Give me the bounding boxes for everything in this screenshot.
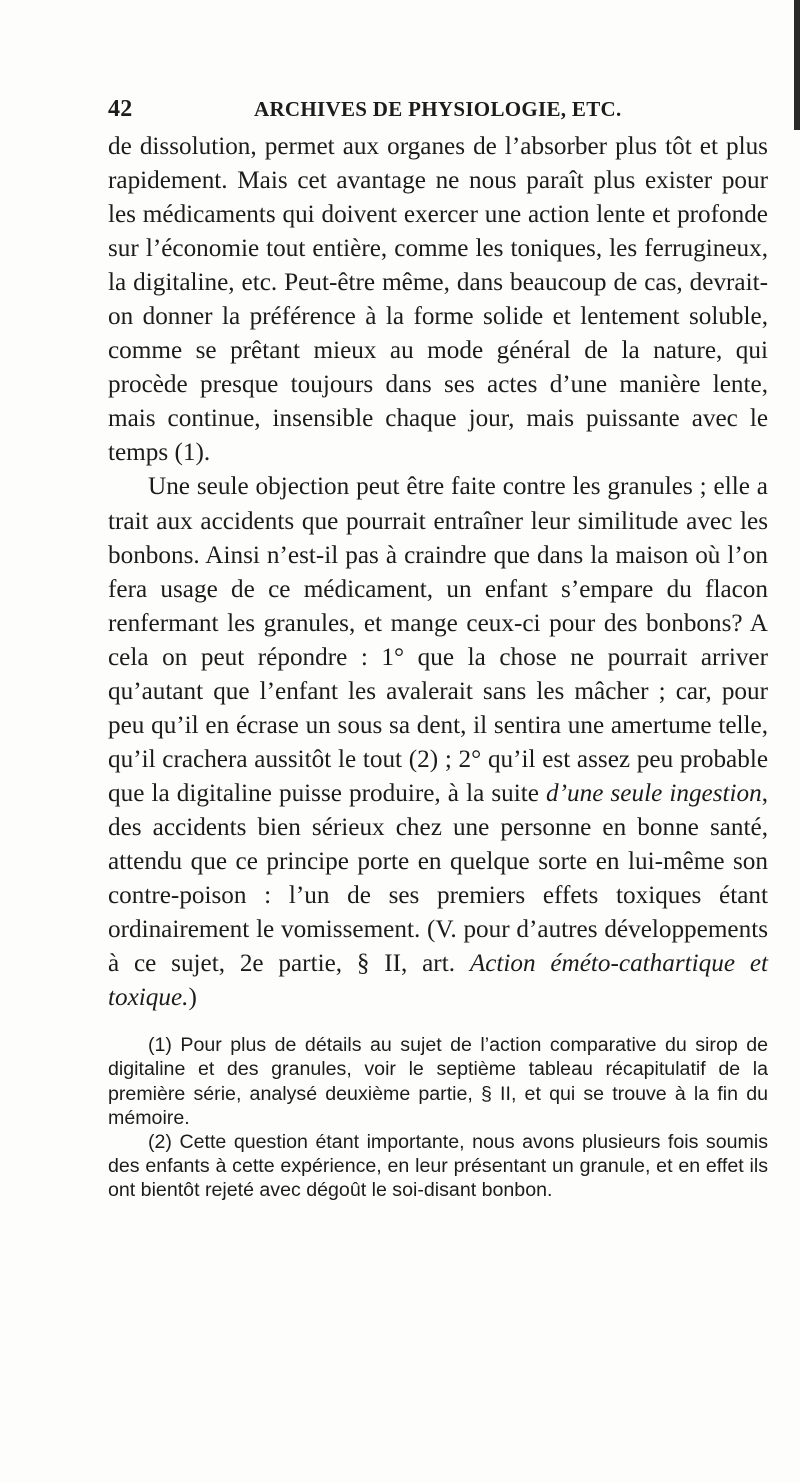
paragraph-2 bbox=[108, 470, 768, 1015]
paragraph-2-italic-1: d’une seule ingestion bbox=[546, 779, 762, 807]
page-number: 42 bbox=[108, 96, 133, 122]
footnote-2: (2) Cette question étant importante, nous avons plusieurs fois soumis des enfants à cette expérience, en leur présentant un granule, et en effet ils ont bientôt rejeté avec dégoût le soi-disant bonbon. bbox=[108, 1131, 768, 1202]
footnote-1: (1) Pour plus de détails au sujet de l’action comparative du sirop de digitaline et des granules, voir le septième tableau récapitulatif de la première série, analysé deuxième partie, § II, et qui se trouve à la fin du mémoire. bbox=[108, 1034, 768, 1129]
running-head bbox=[108, 96, 768, 130]
book-page bbox=[108, 96, 768, 1203]
paragraph-2-text-c: ) bbox=[188, 984, 197, 1012]
paragraph-2-text-a: Une seule objection peut être faite contre les granules ; elle a trait aux accidents que pourrait entraîner leur similitude avec les bonbons. Ainsi n’est-il pas à craindre que dans la maison où l’on fera usage de ce médicament, un enfant s’empare du flacon renfermant les granules, et mange ceux-ci pour des bonbons? A cela on peut répondre : 1° que la chose ne pourrait arriver qu’autant que l’enfant les avalerait sans les mâcher ; car, pour peu qu’il en écrase un sous sa dent, il sentira une amertume telle, qu’il crachera aussitôt le tout (2) ; 2° qu’il est assez peu probable que la digitaline puisse produire, à la suite bbox=[108, 473, 768, 807]
paragraph-1: de dissolution, permet aux organes de l’absorber plus tôt et plus rapidement. Mais cet avantage ne nous paraît plus exister pour les médicaments qui doivent exercer une action lente et profonde sur l’économie tout entière, comme les toniques, les ferrugineux, la digitaline, etc. Peut-être même, dans beaucoup de cas, devrait-on donner la préférence à la forme solide et lentement soluble, comme se prêtant mieux au mode général de la nature, qui procède presque toujours dans ses actes d’une manière lente, mais continue, insensible chaque jour, mais puissante avec le temps (1). bbox=[108, 133, 768, 467]
running-title: ARCHIVES DE PHYSIOLOGIE, ETC. bbox=[254, 97, 622, 121]
paragraph-2-text-b: , des accidents bien sérieux chez une personne en bonne santé, attendu que ce principe porte en quelque sorte en lui-même son contre-poison : l’un de ses premiers effets toxiques étant ordinairement le vomissement. (V. pour d’autres développements à ce sujet, 2e partie, § II, art. bbox=[108, 779, 769, 978]
page-edge-shadow bbox=[794, 0, 800, 130]
body-text bbox=[108, 130, 768, 1015]
footnotes bbox=[108, 1033, 768, 1202]
paragraph-2-italic-2: Action éméto-cathartique et toxique. bbox=[108, 950, 769, 1012]
